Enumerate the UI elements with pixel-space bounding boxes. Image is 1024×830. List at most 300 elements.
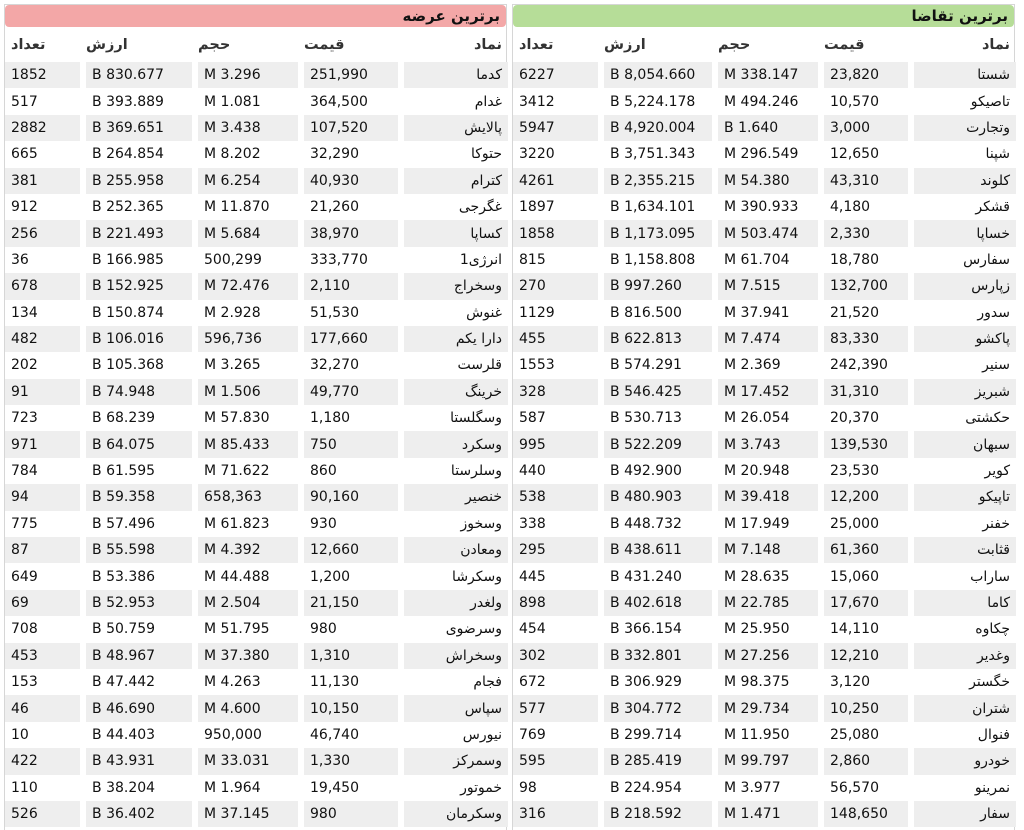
- cell-symbol[interactable]: شستا: [908, 62, 1016, 88]
- cell-volume: 33.031 M: [192, 748, 298, 774]
- cell-volume: 3.296 M: [192, 62, 298, 88]
- table-row[interactable]: [5, 511, 508, 537]
- cell-symbol[interactable]: خگستر: [908, 669, 1016, 695]
- cell-price: 12,650: [818, 141, 908, 167]
- cell-count: 678: [5, 273, 80, 299]
- table-row[interactable]: [5, 695, 508, 721]
- table-row[interactable]: [513, 511, 1016, 537]
- table-row[interactable]: [5, 247, 508, 273]
- table-row[interactable]: [513, 352, 1016, 378]
- cell-symbol[interactable]: سپاس: [398, 695, 508, 721]
- cell-symbol[interactable]: وسگلستا: [398, 405, 508, 431]
- cell-price: 32,270: [298, 352, 398, 378]
- cell-symbol[interactable]: نمرینو: [908, 775, 1016, 801]
- cell-price: 56,570: [818, 775, 908, 801]
- cell-price: 132,700: [818, 273, 908, 299]
- cell-value: 221.493 B: [80, 220, 192, 246]
- cell-symbol[interactable]: سفارس: [908, 247, 1016, 273]
- cell-value: 61.595 B: [80, 458, 192, 484]
- table-row[interactable]: [5, 722, 508, 748]
- cell-symbol[interactable]: تاپیکو: [908, 484, 1016, 510]
- cell-volume: 2.369 M: [712, 352, 818, 378]
- cell-price: 2,860: [818, 748, 908, 774]
- cell-symbol[interactable]: زپارس: [908, 273, 1016, 299]
- cell-price: 23,530: [818, 458, 908, 484]
- table-row[interactable]: [513, 431, 1016, 457]
- column-header-count[interactable]: تعداد: [11, 36, 46, 53]
- column-header-symbol[interactable]: نماد: [473, 36, 502, 53]
- cell-volume: 3.743 M: [712, 431, 818, 457]
- table-row[interactable]: [5, 669, 508, 695]
- cell-count: 649: [5, 563, 80, 589]
- cell-count: 995: [513, 431, 598, 457]
- table-row[interactable]: [5, 88, 508, 114]
- table-row[interactable]: [513, 775, 1016, 801]
- cell-value: 2,355.215 B: [598, 168, 712, 194]
- cell-symbol[interactable]: وغدیر: [908, 643, 1016, 669]
- column-header-price[interactable]: قیمت: [824, 36, 865, 53]
- cell-count: 723: [5, 405, 80, 431]
- cell-count: 784: [5, 458, 80, 484]
- cell-price: 21,520: [818, 300, 908, 326]
- cell-value: 106.016 B: [80, 326, 192, 352]
- column-header-volume[interactable]: حجم: [198, 36, 231, 53]
- cell-volume: 37.941 M: [712, 300, 818, 326]
- cell-symbol[interactable]: وسکرد: [398, 431, 508, 457]
- cell-volume: 26.054 M: [712, 405, 818, 431]
- cell-count: 2882: [5, 115, 80, 141]
- top-supply-table: [5, 27, 508, 827]
- cell-price: 10,250: [818, 695, 908, 721]
- cell-volume: 7.148 M: [712, 537, 818, 563]
- cell-volume: 658,363: [192, 484, 298, 510]
- cell-value: 830.677 B: [80, 62, 192, 88]
- cell-value: 492.900 B: [598, 458, 712, 484]
- table-row[interactable]: [5, 748, 508, 774]
- top-demand-title: برترین تقاضا: [513, 5, 1014, 27]
- cell-count: 46: [5, 695, 80, 721]
- cell-symbol[interactable]: قثابت: [908, 537, 1016, 563]
- cell-symbol[interactable]: خنصیر: [398, 484, 508, 510]
- cell-volume: 22.785 M: [712, 590, 818, 616]
- cell-price: 1,330: [298, 748, 398, 774]
- table-row[interactable]: [513, 590, 1016, 616]
- cell-count: 91: [5, 379, 80, 405]
- cell-count: 898: [513, 590, 598, 616]
- cell-price: 21,150: [298, 590, 398, 616]
- table-row[interactable]: [5, 537, 508, 563]
- column-header-price[interactable]: قیمت: [304, 36, 345, 53]
- cell-symbol[interactable]: سدور: [908, 300, 1016, 326]
- cell-volume: 503.474 M: [712, 220, 818, 246]
- cell-symbol[interactable]: فجام: [398, 669, 508, 695]
- cell-count: 110: [5, 775, 80, 801]
- cell-value: 52.953 B: [80, 590, 192, 616]
- cell-count: 153: [5, 669, 80, 695]
- cell-volume: 4.600 M: [192, 695, 298, 721]
- cell-price: 12,660: [298, 537, 398, 563]
- cell-volume: 596,736: [192, 326, 298, 352]
- cell-volume: 7.515 M: [712, 273, 818, 299]
- cell-value: 218.592 B: [598, 801, 712, 827]
- cell-symbol[interactable]: خرینگ: [398, 379, 508, 405]
- cell-value: 480.903 B: [598, 484, 712, 510]
- cell-value: 43.931 B: [80, 748, 192, 774]
- cell-value: 44.403 B: [80, 722, 192, 748]
- cell-value: 574.291 B: [598, 352, 712, 378]
- cell-count: 517: [5, 88, 80, 114]
- table-row[interactable]: [513, 748, 1016, 774]
- table-row[interactable]: [5, 801, 508, 827]
- cell-count: 134: [5, 300, 80, 326]
- table-row[interactable]: [513, 405, 1016, 431]
- cell-value: 46.690 B: [80, 695, 192, 721]
- cell-price: 364,500: [298, 88, 398, 114]
- cell-volume: 27.256 M: [712, 643, 818, 669]
- cell-value: 105.368 B: [80, 352, 192, 378]
- table-row[interactable]: [513, 722, 1016, 748]
- cell-volume: 39.418 M: [712, 484, 818, 510]
- cell-volume: 2.504 M: [192, 590, 298, 616]
- cell-volume: 1.081 M: [192, 88, 298, 114]
- cell-price: 139,530: [818, 431, 908, 457]
- cell-symbol[interactable]: دارا یکم: [398, 326, 508, 352]
- table-row[interactable]: [513, 300, 1016, 326]
- cell-price: 20,370: [818, 405, 908, 431]
- cell-volume: 98.375 M: [712, 669, 818, 695]
- cell-volume: 57.830 M: [192, 405, 298, 431]
- cell-value: 3,751.343 B: [598, 141, 712, 167]
- cell-value: 366.154 B: [598, 616, 712, 642]
- cell-volume: 37.380 M: [192, 643, 298, 669]
- cell-value: 53.386 B: [80, 563, 192, 589]
- cell-symbol[interactable]: وسخراش: [398, 643, 508, 669]
- cell-count: 1129: [513, 300, 598, 326]
- cell-count: 445: [513, 563, 598, 589]
- cell-price: 43,310: [818, 168, 908, 194]
- cell-symbol[interactable]: حتوکا: [398, 141, 508, 167]
- cell-value: 530.713 B: [598, 405, 712, 431]
- cell-symbol[interactable]: وسخراج: [398, 273, 508, 299]
- cell-volume: 494.246 M: [712, 88, 818, 114]
- cell-symbol[interactable]: خساپا: [908, 220, 1016, 246]
- column-header-value[interactable]: ارزش: [604, 36, 646, 53]
- cell-price: 242,390: [818, 352, 908, 378]
- cell-symbol[interactable]: غدام: [398, 88, 508, 114]
- cell-count: 6227: [513, 62, 598, 88]
- cell-value: 152.925 B: [80, 273, 192, 299]
- cell-price: 32,290: [298, 141, 398, 167]
- cell-value: 299.714 B: [598, 722, 712, 748]
- cell-count: 98: [513, 775, 598, 801]
- cell-value: 546.425 B: [598, 379, 712, 405]
- cell-count: 455: [513, 326, 598, 352]
- table-row[interactable]: [513, 537, 1016, 563]
- cell-symbol[interactable]: شتران: [908, 695, 1016, 721]
- cell-value: 264.854 B: [80, 141, 192, 167]
- table-row[interactable]: [5, 115, 508, 141]
- cell-count: 815: [513, 247, 598, 273]
- table-row[interactable]: [513, 88, 1016, 114]
- cell-symbol[interactable]: کویر: [908, 458, 1016, 484]
- cell-symbol[interactable]: شپنا: [908, 141, 1016, 167]
- table-row[interactable]: [513, 379, 1016, 405]
- table-row[interactable]: [513, 326, 1016, 352]
- cell-volume: 1.471 M: [712, 801, 818, 827]
- cell-symbol[interactable]: پاکشو: [908, 326, 1016, 352]
- cell-value: 38.204 B: [80, 775, 192, 801]
- cell-symbol[interactable]: حکشتی: [908, 405, 1016, 431]
- cell-volume: 44.488 M: [192, 563, 298, 589]
- cell-volume: 11.950 M: [712, 722, 818, 748]
- cell-value: 59.358 B: [80, 484, 192, 510]
- cell-count: 453: [5, 643, 80, 669]
- table-row[interactable]: [5, 590, 508, 616]
- cell-price: 3,000: [818, 115, 908, 141]
- cell-volume: 61.823 M: [192, 511, 298, 537]
- cell-count: 328: [513, 379, 598, 405]
- cell-value: 68.239 B: [80, 405, 192, 431]
- cell-count: 769: [513, 722, 598, 748]
- table-row[interactable]: [5, 379, 508, 405]
- cell-symbol[interactable]: غنوش: [398, 300, 508, 326]
- top-demand-table: [513, 27, 1016, 827]
- cell-symbol[interactable]: وسمرکز: [398, 748, 508, 774]
- table-row[interactable]: [513, 62, 1016, 88]
- cell-volume: 2.928 M: [192, 300, 298, 326]
- cell-price: 14,110: [818, 616, 908, 642]
- cell-symbol[interactable]: پالایش: [398, 115, 508, 141]
- cell-volume: 3.977 M: [712, 775, 818, 801]
- cell-symbol[interactable]: کدما: [398, 62, 508, 88]
- cell-symbol[interactable]: شبریز: [908, 379, 1016, 405]
- cell-value: 1,158.808 B: [598, 247, 712, 273]
- cell-value: 57.496 B: [80, 511, 192, 537]
- cell-symbol[interactable]: وسکرمان: [398, 801, 508, 827]
- cell-symbol[interactable]: خموتور: [398, 775, 508, 801]
- cell-symbol[interactable]: ولغدر: [398, 590, 508, 616]
- cell-count: 3220: [513, 141, 598, 167]
- cell-value: 224.954 B: [598, 775, 712, 801]
- cell-value: 393.889 B: [80, 88, 192, 114]
- cell-volume: 296.549 M: [712, 141, 818, 167]
- top-supply-title: برترین عرضه: [5, 5, 506, 27]
- cell-symbol[interactable]: وسلرستا: [398, 458, 508, 484]
- cell-price: 1,180: [298, 405, 398, 431]
- cell-value: 8,054.660 B: [598, 62, 712, 88]
- cell-count: 202: [5, 352, 80, 378]
- cell-count: 316: [513, 801, 598, 827]
- table-row[interactable]: [513, 484, 1016, 510]
- table-row[interactable]: [5, 405, 508, 431]
- cell-count: 295: [513, 537, 598, 563]
- table-row[interactable]: [513, 247, 1016, 273]
- cell-value: 1,634.101 B: [598, 194, 712, 220]
- cell-symbol[interactable]: خفنر: [908, 511, 1016, 537]
- cell-volume: 3.265 M: [192, 352, 298, 378]
- cell-count: 440: [513, 458, 598, 484]
- table-row[interactable]: [5, 168, 508, 194]
- cell-value: 36.402 B: [80, 801, 192, 827]
- cell-volume: 72.476 M: [192, 273, 298, 299]
- cell-volume: 85.433 M: [192, 431, 298, 457]
- top-supply-rows: [5, 62, 508, 827]
- cell-count: 912: [5, 194, 80, 220]
- table-row[interactable]: [5, 458, 508, 484]
- table-header-row: [513, 27, 1016, 62]
- table-row[interactable]: [5, 194, 508, 220]
- table-row[interactable]: [5, 563, 508, 589]
- cell-volume: 54.380 M: [712, 168, 818, 194]
- cell-value: 55.598 B: [80, 537, 192, 563]
- table-row[interactable]: [513, 563, 1016, 589]
- cell-value: 997.260 B: [598, 273, 712, 299]
- cell-symbol[interactable]: وتجارت: [908, 115, 1016, 141]
- cell-volume: 11.870 M: [192, 194, 298, 220]
- cell-value: 285.419 B: [598, 748, 712, 774]
- column-header-value[interactable]: ارزش: [86, 36, 128, 53]
- cell-symbol[interactable]: ساراب: [908, 563, 1016, 589]
- cell-value: 431.240 B: [598, 563, 712, 589]
- cell-price: 49,770: [298, 379, 398, 405]
- cell-price: 2,110: [298, 273, 398, 299]
- cell-volume: 390.933 M: [712, 194, 818, 220]
- table-row[interactable]: [513, 115, 1016, 141]
- cell-symbol[interactable]: وسرضوی: [398, 616, 508, 642]
- cell-symbol[interactable]: سبهان: [908, 431, 1016, 457]
- cell-symbol[interactable]: خودرو: [908, 748, 1016, 774]
- cell-symbol[interactable]: کترام: [398, 168, 508, 194]
- cell-count: 87: [5, 537, 80, 563]
- cell-volume: 3.438 M: [192, 115, 298, 141]
- cell-volume: 1.964 M: [192, 775, 298, 801]
- cell-price: 18,780: [818, 247, 908, 273]
- cell-count: 338: [513, 511, 598, 537]
- cell-count: 5947: [513, 115, 598, 141]
- table-row[interactable]: [5, 431, 508, 457]
- table-row[interactable]: [5, 300, 508, 326]
- cell-volume: 29.734 M: [712, 695, 818, 721]
- cell-price: 12,200: [818, 484, 908, 510]
- cell-price: 107,520: [298, 115, 398, 141]
- cell-count: 665: [5, 141, 80, 167]
- cell-symbol[interactable]: کساپا: [398, 220, 508, 246]
- cell-price: 21,260: [298, 194, 398, 220]
- cell-price: 25,080: [818, 722, 908, 748]
- table-row[interactable]: [5, 141, 508, 167]
- cell-price: 860: [298, 458, 398, 484]
- table-row[interactable]: [513, 273, 1016, 299]
- cell-price: 38,970: [298, 220, 398, 246]
- cell-value: 438.611 B: [598, 537, 712, 563]
- cell-count: 381: [5, 168, 80, 194]
- cell-value: 255.958 B: [80, 168, 192, 194]
- cell-symbol[interactable]: غگرجی: [398, 194, 508, 220]
- cell-symbol[interactable]: سفار: [908, 801, 1016, 827]
- cell-count: 1897: [513, 194, 598, 220]
- cell-symbol[interactable]: سنیر: [908, 352, 1016, 378]
- cell-symbol[interactable]: وسکرشا: [398, 563, 508, 589]
- table-row[interactable]: [513, 168, 1016, 194]
- cell-value: 448.732 B: [598, 511, 712, 537]
- cell-symbol[interactable]: انرژی1: [398, 247, 508, 273]
- cell-volume: 71.622 M: [192, 458, 298, 484]
- cell-count: 69: [5, 590, 80, 616]
- cell-value: 64.075 B: [80, 431, 192, 457]
- cell-symbol[interactable]: قلرست: [398, 352, 508, 378]
- table-row[interactable]: [5, 484, 508, 510]
- table-row[interactable]: [513, 695, 1016, 721]
- table-row[interactable]: [513, 194, 1016, 220]
- table-row[interactable]: [513, 220, 1016, 246]
- cell-value: 74.948 B: [80, 379, 192, 405]
- cell-value: 4,920.004 B: [598, 115, 712, 141]
- cell-value: 5,224.178 B: [598, 88, 712, 114]
- cell-symbol[interactable]: کلوند: [908, 168, 1016, 194]
- cell-price: 90,160: [298, 484, 398, 510]
- table-row[interactable]: [5, 273, 508, 299]
- cell-symbol[interactable]: تاصیکو: [908, 88, 1016, 114]
- cell-value: 402.618 B: [598, 590, 712, 616]
- table-row[interactable]: [5, 775, 508, 801]
- column-header-volume[interactable]: حجم: [718, 36, 751, 53]
- cell-value: 50.759 B: [80, 616, 192, 642]
- cell-symbol[interactable]: ومعادن: [398, 537, 508, 563]
- table-row[interactable]: [5, 643, 508, 669]
- cell-volume: 6.254 M: [192, 168, 298, 194]
- cell-count: 256: [5, 220, 80, 246]
- table-row[interactable]: [5, 326, 508, 352]
- cell-price: 1,200: [298, 563, 398, 589]
- table-row[interactable]: [5, 352, 508, 378]
- cell-symbol[interactable]: وسخوز: [398, 511, 508, 537]
- cell-price: 930: [298, 511, 398, 537]
- table-row[interactable]: [513, 643, 1016, 669]
- table-row[interactable]: [5, 616, 508, 642]
- cell-price: 980: [298, 801, 398, 827]
- column-header-count[interactable]: تعداد: [519, 36, 554, 53]
- cell-value: 48.967 B: [80, 643, 192, 669]
- cell-count: 775: [5, 511, 80, 537]
- cell-symbol[interactable]: نیورس: [398, 722, 508, 748]
- cell-count: 482: [5, 326, 80, 352]
- table-row[interactable]: [513, 458, 1016, 484]
- cell-count: 1852: [5, 62, 80, 88]
- cell-count: 36: [5, 247, 80, 273]
- table-row[interactable]: [5, 220, 508, 246]
- top-supply-panel: [4, 4, 507, 830]
- cell-volume: 61.704 M: [712, 247, 818, 273]
- cell-symbol[interactable]: کاما: [908, 590, 1016, 616]
- cell-price: 251,990: [298, 62, 398, 88]
- cell-value: 166.985 B: [80, 247, 192, 273]
- cell-symbol[interactable]: فنوال: [908, 722, 1016, 748]
- table-row[interactable]: [513, 141, 1016, 167]
- top-demand-panel: [512, 4, 1015, 830]
- cell-symbol[interactable]: چکاوه: [908, 616, 1016, 642]
- cell-price: 177,660: [298, 326, 398, 352]
- cell-count: 454: [513, 616, 598, 642]
- table-row[interactable]: [513, 669, 1016, 695]
- table-row[interactable]: [513, 616, 1016, 642]
- cell-value: 47.442 B: [80, 669, 192, 695]
- cell-volume: 1.640 B: [712, 115, 818, 141]
- column-header-symbol[interactable]: نماد: [981, 36, 1010, 53]
- table-row[interactable]: [5, 62, 508, 88]
- table-row[interactable]: [513, 801, 1016, 827]
- cell-price: 3,120: [818, 669, 908, 695]
- cell-symbol[interactable]: قشکر: [908, 194, 1016, 220]
